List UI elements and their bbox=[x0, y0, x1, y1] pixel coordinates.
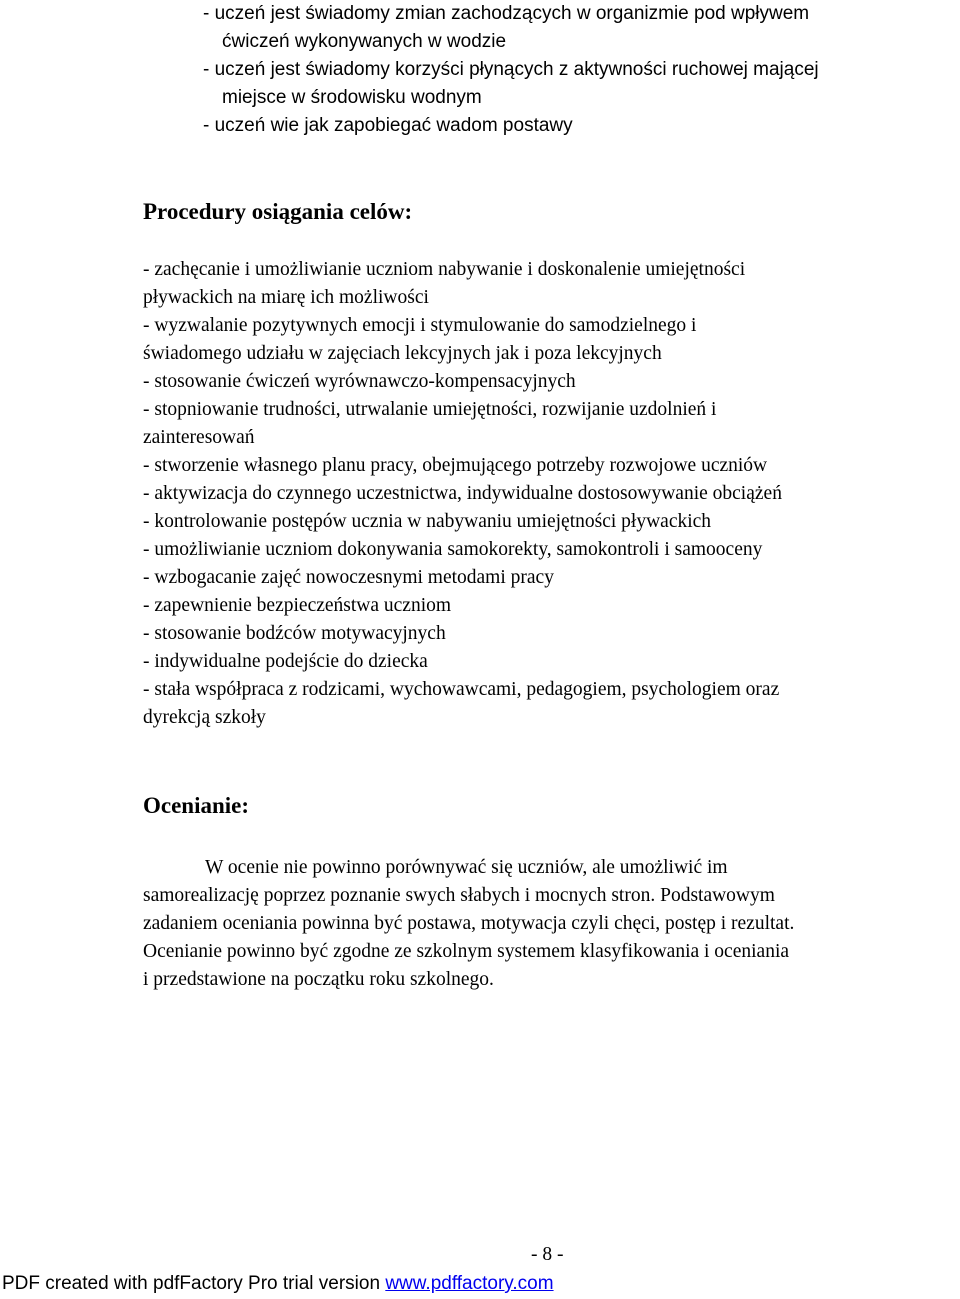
grading-heading: Ocenianie: bbox=[143, 793, 250, 818]
footer-text: PDF created with pdfFactory Pro trial version bbox=[2, 1273, 386, 1294]
list-item: - aktywizacja do czynnego uczestnictwa, indywidualne dostosowywanie obciążeń bbox=[143, 483, 782, 504]
list-item: - wyzwalanie pozytywnych emocji i stymulowanie do samodzielnego i bbox=[143, 315, 697, 336]
procedures-heading: Procedury osiągania celów: bbox=[143, 199, 413, 224]
paragraph-line: zadaniem oceniania powinna być postawa, motywacja czyli chęci, postęp i rezultat. bbox=[143, 913, 795, 934]
list-item: - stworzenie własnego planu pracy, obejmującego potrzeby rozwojowe uczniów bbox=[143, 455, 768, 476]
paragraph-line: samorealizację poprzez poznanie swych słabych i mocnych stron. Podstawowym bbox=[143, 885, 775, 906]
list-item: - indywidualne podejście do dziecka bbox=[143, 651, 428, 672]
top-bullet-list bbox=[203, 0, 819, 140]
list-item: - uczeń jest świadomy korzyści płynących z aktywności ruchowej mającej bbox=[203, 59, 819, 80]
footer-link[interactable]: www.pdffactory.com bbox=[385, 1273, 554, 1294]
list-item: - stosowanie ćwiczeń wyrównawczo-kompensacyjnych bbox=[143, 371, 576, 392]
paragraph-line: i przedstawione na początku roku szkolnego. bbox=[143, 969, 494, 990]
grading-paragraph bbox=[143, 854, 794, 994]
list-item-continuation: ćwiczeń wykonywanych w wodzie bbox=[222, 31, 507, 52]
list-item-continuation: pływackich na miarę ich możliwości bbox=[143, 287, 429, 308]
list-item: - zapewnienie bezpieczeństwa uczniom bbox=[143, 595, 452, 616]
list-item: - stała współpraca z rodzicami, wychowawcami, pedagogiem, psychologiem oraz bbox=[143, 679, 780, 700]
paragraph-line: Ocenianie powinno być zgodne ze szkolnym systemem klasyfikowania i oceniania bbox=[143, 941, 790, 962]
list-item: - uczeń wie jak zapobiegać wadom postawy bbox=[203, 115, 573, 136]
list-item-continuation: dyrekcją szkoły bbox=[143, 707, 266, 728]
list-item-continuation: zainteresowań bbox=[143, 427, 255, 448]
page-number: - 8 - bbox=[531, 1244, 564, 1265]
pdf-footer bbox=[2, 1273, 554, 1295]
list-item: - zachęcanie i umożliwianie uczniom nabywanie i doskonalenie umiejętności bbox=[143, 259, 746, 280]
list-item-continuation: świadomego udziału w zajęciach lekcyjnych jak i poza lekcyjnych bbox=[143, 343, 662, 364]
procedures-list bbox=[143, 256, 782, 732]
list-item: - kontrolowanie postępów ucznia w nabywaniu umiejętności pływackich bbox=[143, 511, 712, 532]
list-item: - stosowanie bodźców motywacyjnych bbox=[143, 623, 446, 644]
list-item: - wzbogacanie zajęć nowoczesnymi metodami pracy bbox=[143, 567, 554, 588]
list-item: - uczeń jest świadomy zmian zachodzących w organizmie pod wpływem bbox=[203, 3, 810, 24]
list-item-continuation: miejsce w środowisku wodnym bbox=[222, 87, 482, 108]
list-item: - stopniowanie trudności, utrwalanie umiejętności, rozwijanie uzdolnień i bbox=[143, 399, 717, 420]
list-item: - umożliwianie uczniom dokonywania samokorekty, samokontroli i samooceny bbox=[143, 539, 763, 560]
paragraph-line: W ocenie nie powinno porównywać się uczniów, ale umożliwić im bbox=[205, 857, 728, 878]
